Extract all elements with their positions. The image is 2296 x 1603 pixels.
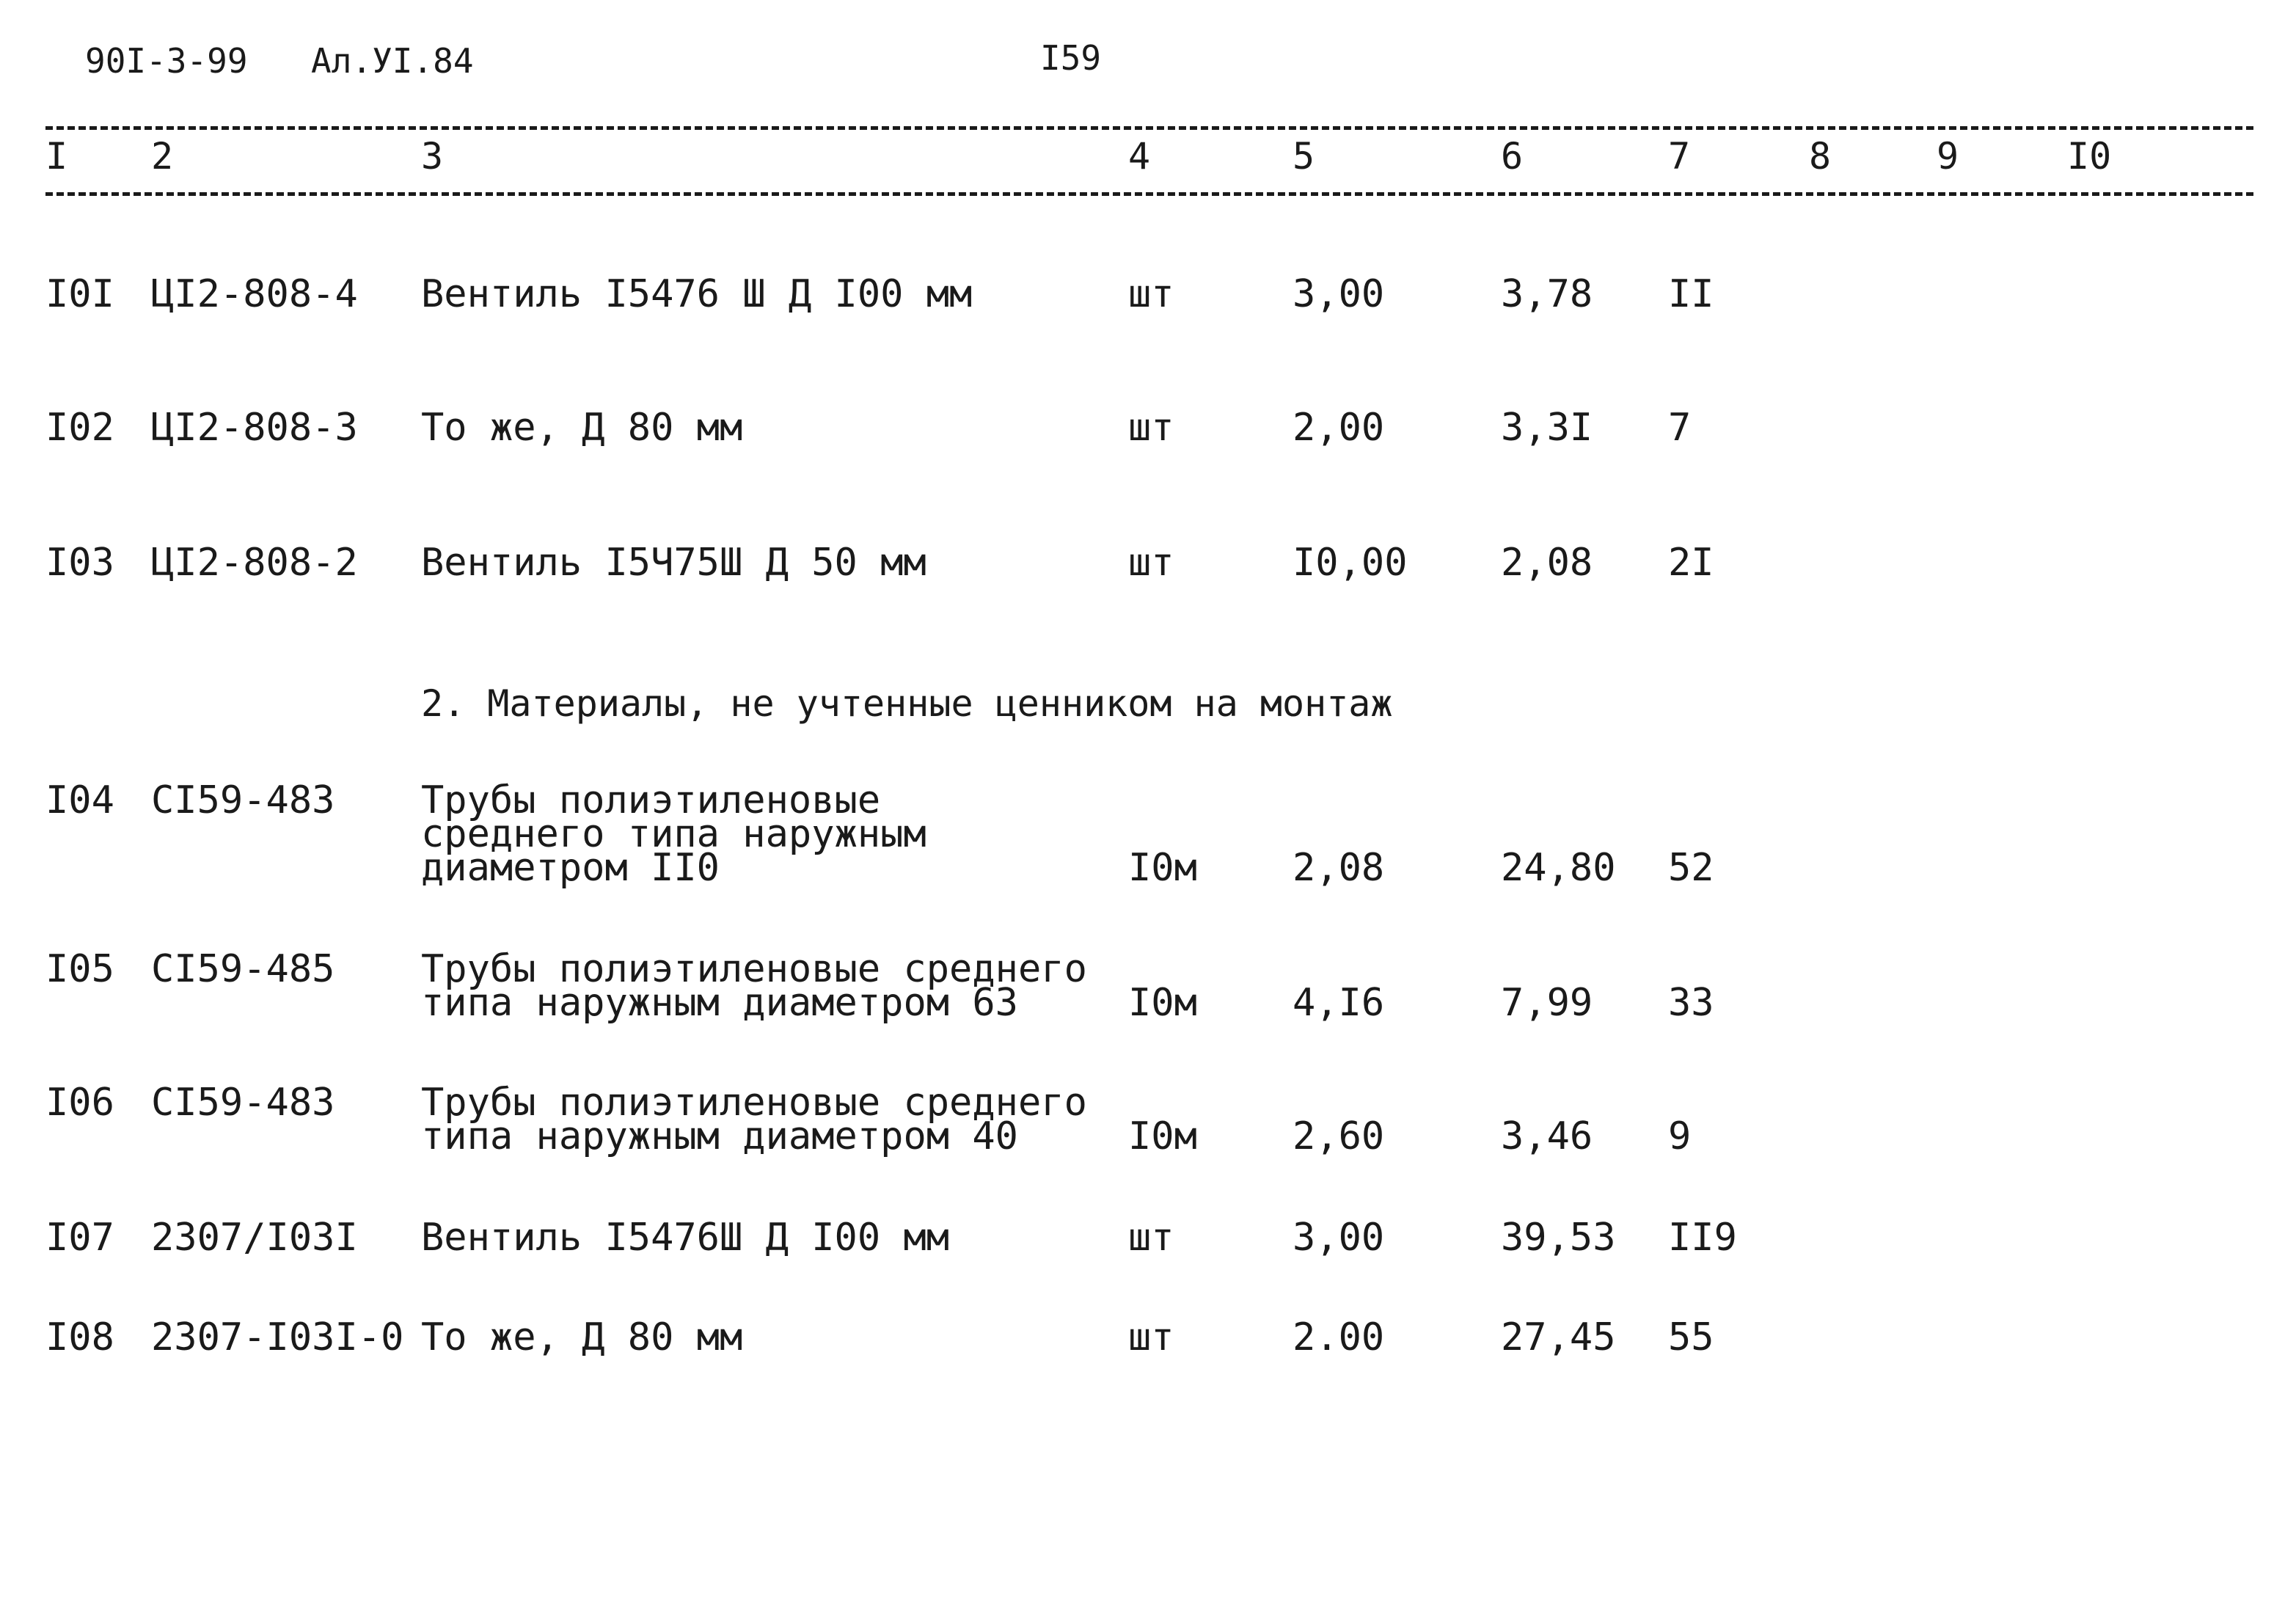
row-name: Вентиль I5476Ш Д I00 мм — [421, 1216, 950, 1260]
column-header-2: 2 — [151, 135, 174, 178]
row-unit: I0м — [1128, 846, 1197, 890]
row-name: То же, Д 80 мм — [421, 406, 743, 450]
row-unit: шт — [1128, 541, 1174, 585]
row-number: I03 — [45, 541, 114, 585]
row-name-line: типа наружным диаметром 63 — [421, 981, 1018, 1025]
row-total: 33 — [1668, 981, 1714, 1025]
row-number: I05 — [45, 947, 114, 991]
row-total: II9 — [1668, 1216, 1737, 1260]
row-name: То же, Д 80 мм — [421, 1315, 743, 1359]
row-price: 24,80 — [1501, 846, 1616, 890]
row-code: 2307/I03I — [151, 1216, 358, 1260]
row-number: I04 — [45, 778, 114, 822]
row-code: ЦI2-808-4 — [151, 272, 358, 316]
row-total: 52 — [1668, 846, 1714, 890]
page-number: I59 — [1040, 38, 1102, 78]
row-name: Вентиль I5Ч75Ш Д 50 мм — [421, 541, 926, 585]
header-rule-bottom — [45, 192, 2253, 196]
row-total: 2I — [1668, 541, 1714, 585]
row-unit: шт — [1128, 1315, 1174, 1359]
album-reference: Ал.УI.84 — [311, 41, 474, 81]
column-header-7: 7 — [1668, 135, 1691, 178]
row-number: I02 — [45, 406, 114, 450]
row-code: CI59-483 — [151, 1081, 335, 1125]
row-price: 3,78 — [1501, 272, 1593, 316]
row-total: 9 — [1668, 1114, 1692, 1158]
row-quantity: I0,00 — [1293, 541, 1408, 585]
column-header-10: I0 — [2067, 135, 2112, 178]
row-quantity: 2,00 — [1293, 406, 1385, 450]
row-name: Вентиль I5476 Ш Д I00 мм — [421, 272, 973, 316]
row-unit: шт — [1128, 406, 1174, 450]
column-header-9: 9 — [1937, 135, 1959, 178]
row-code: CI59-483 — [151, 778, 335, 822]
document-code: 90I-3-99 — [85, 41, 248, 81]
row-name-line: диаметром II0 — [421, 846, 720, 890]
row-price: 3,46 — [1501, 1114, 1593, 1158]
row-total: 55 — [1668, 1315, 1714, 1359]
row-code: 2307-I03I-0 — [151, 1315, 404, 1359]
row-quantity: 3,00 — [1293, 272, 1385, 316]
row-quantity: 2.00 — [1293, 1315, 1385, 1359]
column-header-5: 5 — [1293, 135, 1315, 178]
row-name — [421, 1081, 1087, 1158]
row-name — [421, 947, 1087, 1025]
row-name-line: среднего типа наружным — [421, 812, 926, 856]
row-quantity: 4,I6 — [1293, 981, 1385, 1025]
row-unit: шт — [1128, 272, 1174, 316]
column-header-6: 6 — [1501, 135, 1524, 178]
column-header-1: I — [45, 135, 68, 178]
row-name-line: Трубы полиэтиленовые среднего — [421, 947, 1087, 991]
row-number: I07 — [45, 1216, 114, 1260]
row-number: I0I — [45, 272, 114, 316]
row-name-line: Трубы полиэтиленовые — [421, 778, 881, 822]
row-code: CI59-485 — [151, 947, 335, 991]
row-quantity: 2,08 — [1293, 846, 1385, 890]
row-quantity: 2,60 — [1293, 1114, 1385, 1158]
row-number: I08 — [45, 1315, 114, 1359]
row-price: 39,53 — [1501, 1216, 1616, 1260]
row-price: 3,3I — [1501, 406, 1593, 450]
row-price: 2,08 — [1501, 541, 1593, 585]
row-price: 7,99 — [1501, 981, 1593, 1025]
column-header-8: 8 — [1809, 135, 1832, 178]
row-total: II — [1668, 272, 1714, 316]
row-unit: шт — [1128, 1216, 1174, 1260]
section-title: 2. Материалы, не учтенные ценником на монтаж — [421, 682, 1393, 725]
row-name — [421, 778, 926, 890]
row-code: ЦI2-808-2 — [151, 541, 358, 585]
column-header-4: 4 — [1128, 135, 1151, 178]
row-price: 27,45 — [1501, 1315, 1616, 1359]
row-name-line: типа наружным диаметром 40 — [421, 1114, 1018, 1158]
row-name-line: Трубы полиэтиленовые среднего — [421, 1081, 1087, 1125]
row-total: 7 — [1668, 406, 1692, 450]
row-number: I06 — [45, 1081, 114, 1125]
row-code: ЦI2-808-3 — [151, 406, 358, 450]
row-unit: I0м — [1128, 981, 1197, 1025]
row-quantity: 3,00 — [1293, 1216, 1385, 1260]
header-rule-top — [45, 126, 2253, 130]
column-header-3: 3 — [421, 135, 444, 178]
row-unit: I0м — [1128, 1114, 1197, 1158]
